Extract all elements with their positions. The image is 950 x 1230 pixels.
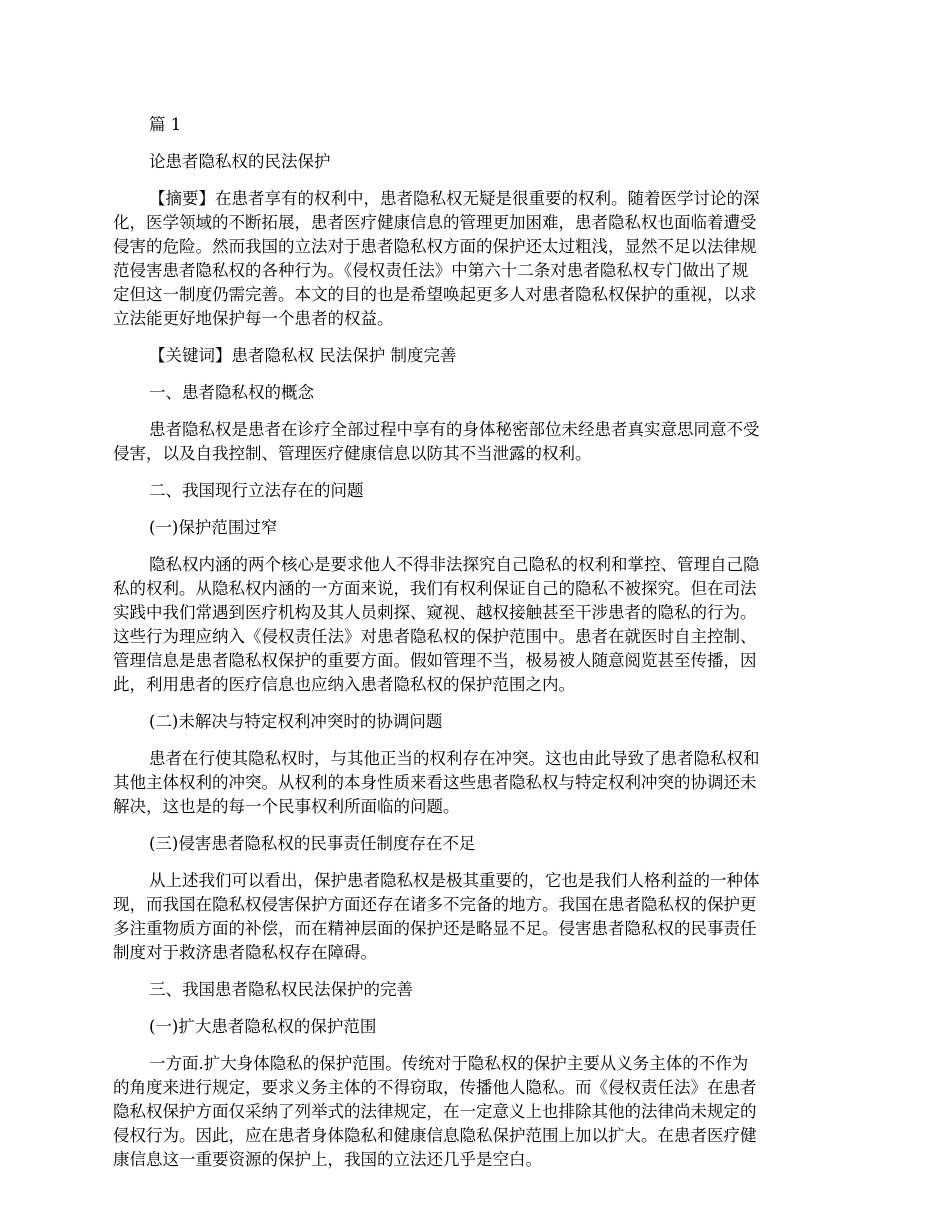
body-paragraph: [113, 869, 838, 965]
paragraph-line: 侵害，以及自我控制、管理医疗健康信息以防其不当泄露的权利。: [113, 444, 592, 463]
paragraph-line: 此，利用患者的医疗信息也应纳入患者隐私权的保护范围之内。: [113, 675, 575, 694]
section-heading: 三、我国患者隐私权民法保护的完善: [149, 980, 413, 999]
document-title: 论患者隐私权的民法保护: [149, 152, 331, 171]
paragraph-line: 其他主体权利的冲突。从权利的本身性质来看这些患者隐私权与特定权利冲突的协调还未: [113, 773, 757, 792]
paragraph-line: 解决，这也是的每一个民事权利所面临的问题。: [113, 797, 460, 816]
subsection-heading: (三)侵害患者隐私权的民事责任制度存在不足: [149, 834, 476, 853]
subsection-heading: (二)未解决与特定权利冲突时的协调问题: [149, 712, 443, 731]
body-paragraph: [113, 553, 838, 697]
paragraph-line: 一方面.扩大身体隐私的保护范围。传统对于隐私权的保护主要从义务主体的不作为: [149, 1054, 749, 1073]
paragraph-line: 定但这一制度仍需完善。本文的目的也是希望唤起更多人对患者隐私权保护的重视，以求: [113, 285, 757, 304]
paragraph-line: 多注重物质方面的补偿，而在精神层面的保护还是略显不足。侵害患者隐私权的民事责任: [113, 919, 757, 938]
subsection-heading: (一)扩大患者隐私权的保护范围: [149, 1017, 377, 1036]
paragraph-line: 管理信息是患者隐私权保护的重要方面。假如管理不当，极易被人随意阅览甚至传播，因: [113, 651, 757, 670]
paragraph-line: 患者隐私权是患者在诊疗全部过程中享有的身体秘密部位未经患者真实意思同意不受: [149, 420, 760, 439]
paragraph-line: 隐私权内涵的两个核心是要求他人不得非法探究自己隐私的权利和掌控、管理自己隐: [149, 555, 760, 574]
paragraph-line: 患者在行使其隐私权时，与其他正当的权利存在冲突。这也由此导致了患者隐私权和: [149, 749, 760, 768]
section-heading: 二、我国现行立法存在的问题: [149, 481, 364, 500]
paragraph-line: 从上述我们可以看出，保护患者隐私权是极其重要的，它也是我们人格利益的一种体: [149, 871, 760, 890]
paragraph-line: 康信息这一重要资源的保护上，我国的立法还几乎是空白。: [113, 1150, 542, 1169]
paragraph-line: 隐私权保护方面仅采纳了列举式的法律规定，在一定意义上也排除其他的法律尚未规定的: [113, 1102, 757, 1121]
paragraph-line: 的角度来进行规定，要求义务主体的不得窃取，传播他人隐私。而《侵权责任法》在患者: [113, 1078, 757, 1097]
body-paragraph: [113, 747, 838, 819]
paragraph-line: 实践中我们常遇到医疗机构及其人员刺探、窥视、越权接触甚至干涉患者的隐私的行为。: [113, 603, 757, 622]
paragraph-line: 现，而我国在隐私权侵害保护方面还存在诸多不完备的地方。我国在患者隐私权的保护更: [113, 895, 757, 914]
body-paragraph: [113, 418, 838, 466]
paragraph-line: 立法能更好地保护每一个患者的权益。: [113, 309, 394, 328]
document-body: [113, 113, 838, 1172]
paragraph-line: 这些行为理应纳入《侵权责任法》对患者隐私权的保护范围中。患者在就医时自主控制、: [113, 627, 757, 646]
paragraph-line: 化，医学领域的不断拓展，患者医疗健康信息的管理更加困难，患者隐私权也面临着遭受: [113, 213, 757, 232]
paragraph-line: 私的权利。从隐私权内涵的一方面来说，我们有权利保证自己的隐私不被探究。但在司法: [113, 579, 757, 598]
paragraph-line: 侵害的危险。然而我国的立法对于患者隐私权方面的保护还太过粗浅，显然不足以法律规: [113, 237, 757, 256]
subsection-heading: (一)保护范围过窄: [149, 518, 278, 537]
section-heading: 一、患者隐私权的概念: [149, 383, 314, 402]
body-paragraph: [113, 1052, 838, 1172]
paragraph-line: 侵权行为。因此，应在患者身体隐私和健康信息隐私保护范围上加以扩大。在患者医疗健: [113, 1126, 757, 1145]
paragraph-line: 制度对于救济患者隐私权存在障碍。: [113, 943, 377, 962]
keywords: 【关键词】患者隐私权 民法保护 制度完善: [149, 346, 457, 365]
section-label: 篇 1: [149, 115, 182, 134]
paragraph-line: 【摘要】在患者享有的权利中，患者隐私权无疑是很重要的权利。随着医学讨论的深: [149, 189, 760, 208]
abstract-paragraph: [113, 187, 838, 331]
paragraph-line: 范侵害患者隐私权的各种行为。《侵权责任法》中第六十二条对患者隐私权专门做出了规: [113, 261, 749, 280]
